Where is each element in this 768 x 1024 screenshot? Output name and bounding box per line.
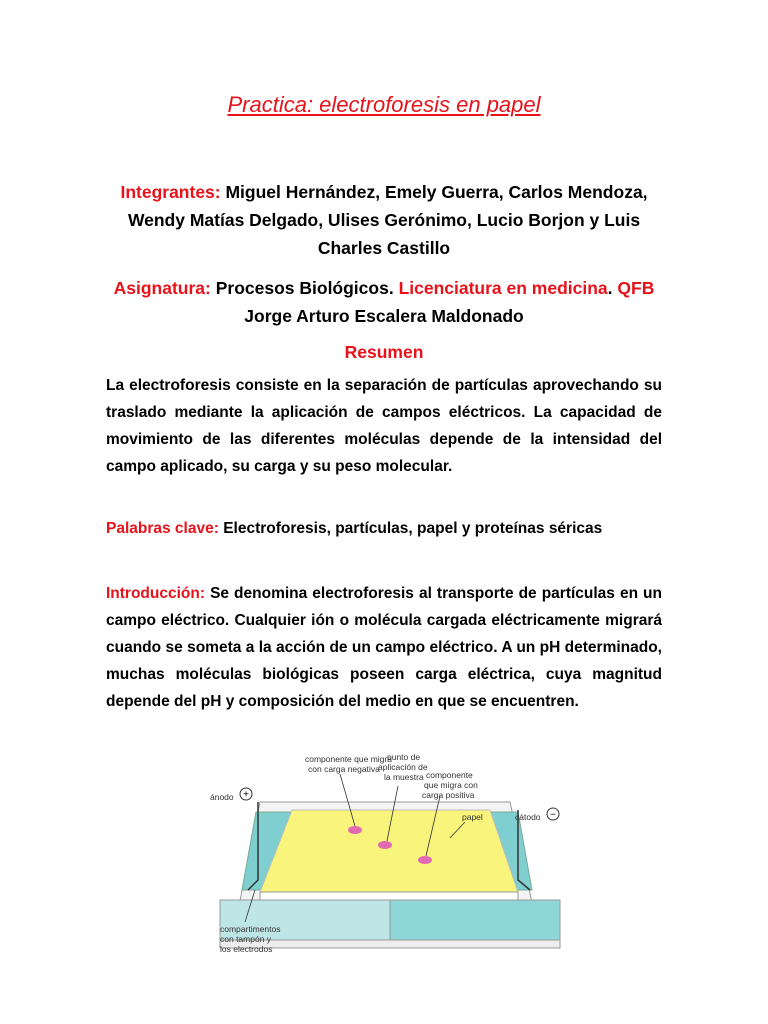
paper-label: papel [462,812,483,822]
punto-label-line3: la muestra [384,772,424,782]
neg-label-line2: con carga negativa [308,764,380,774]
palabras-clave-block [106,515,662,542]
asignatura-course: Procesos Biológicos. [215,278,394,298]
introduccion-text: Se denomina electroforesis al transporte de partículas en un campo eléctrico. Cualquier ión o molécula cargada eléctricamente migrará cuando se someta a la acción de un campo eléctrico. A un pH determinado, muchas moléculas biológicas poseen carga eléctrica, cuya magnitud depende del pH y composición del medio en que se encuentren. [106,585,662,710]
spot-positive [418,856,432,864]
spot-application [378,841,392,849]
asignatura-qfb: QFB [617,278,655,298]
resumen-heading: Resumen [344,342,424,362]
comp-label-line2: con tampón y [220,934,272,944]
spot-negative [348,826,362,834]
anode-label: ánodo [210,792,234,802]
punto-label-line2: aplicación de [378,762,428,772]
comp-label-line1: compartimentos [220,924,281,934]
electrophoresis-diagram [200,740,580,970]
neg-label-line1: componente que migra [305,754,392,764]
pos-label-line2: que migra con [424,780,478,790]
right-buffer-front [390,900,560,940]
punto-label-line1: punto de [387,752,421,762]
integrantes-label: Integrantes: [120,182,221,202]
comp-label-line3: los electrodos [220,944,273,954]
cathode-sign: − [550,809,556,821]
asignatura-dot: . [607,278,613,298]
anode-sign: + [243,789,249,801]
introduccion-block [106,580,662,715]
cathode-label: cátodo [515,812,541,822]
paper-strip [260,810,518,892]
integrantes-names: Miguel Hernández, Emely Guerra, Carlos Mendoza, Wendy Matías Delgado, Ulises Gerónimo, Lucio Borjon y Luis Charles Castillo [127,182,648,258]
asignatura-professor: Jorge Arturo Escalera Maldonado [244,306,524,326]
paper-front-edge [260,892,518,900]
introduccion-label: Introducción: [106,585,206,602]
integrantes-block [100,178,668,262]
diagram-svg [200,740,580,970]
pos-label-line3: carga positiva [422,790,475,800]
asignatura-block [100,274,668,330]
resumen-text: La electroforesis consiste en la separación de partículas aprovechando su traslado mediante la aplicación de campos eléctricos. La capacidad de movimiento de las diferentes moléculas depende de la intensidad del campo aplicado, su carga y su peso molecular. [106,377,662,475]
asignatura-label: Asignatura: [113,278,211,298]
palabras-clave-label: Palabras clave: [106,520,219,537]
asignatura-degree: Licenciatura en medicina [398,278,608,298]
pos-label-line1: componente [426,770,473,780]
document-title: Practica: electroforesis en papel [227,92,541,117]
palabras-clave-text: Electroforesis, partículas, papel y proteínas séricas [223,520,603,537]
